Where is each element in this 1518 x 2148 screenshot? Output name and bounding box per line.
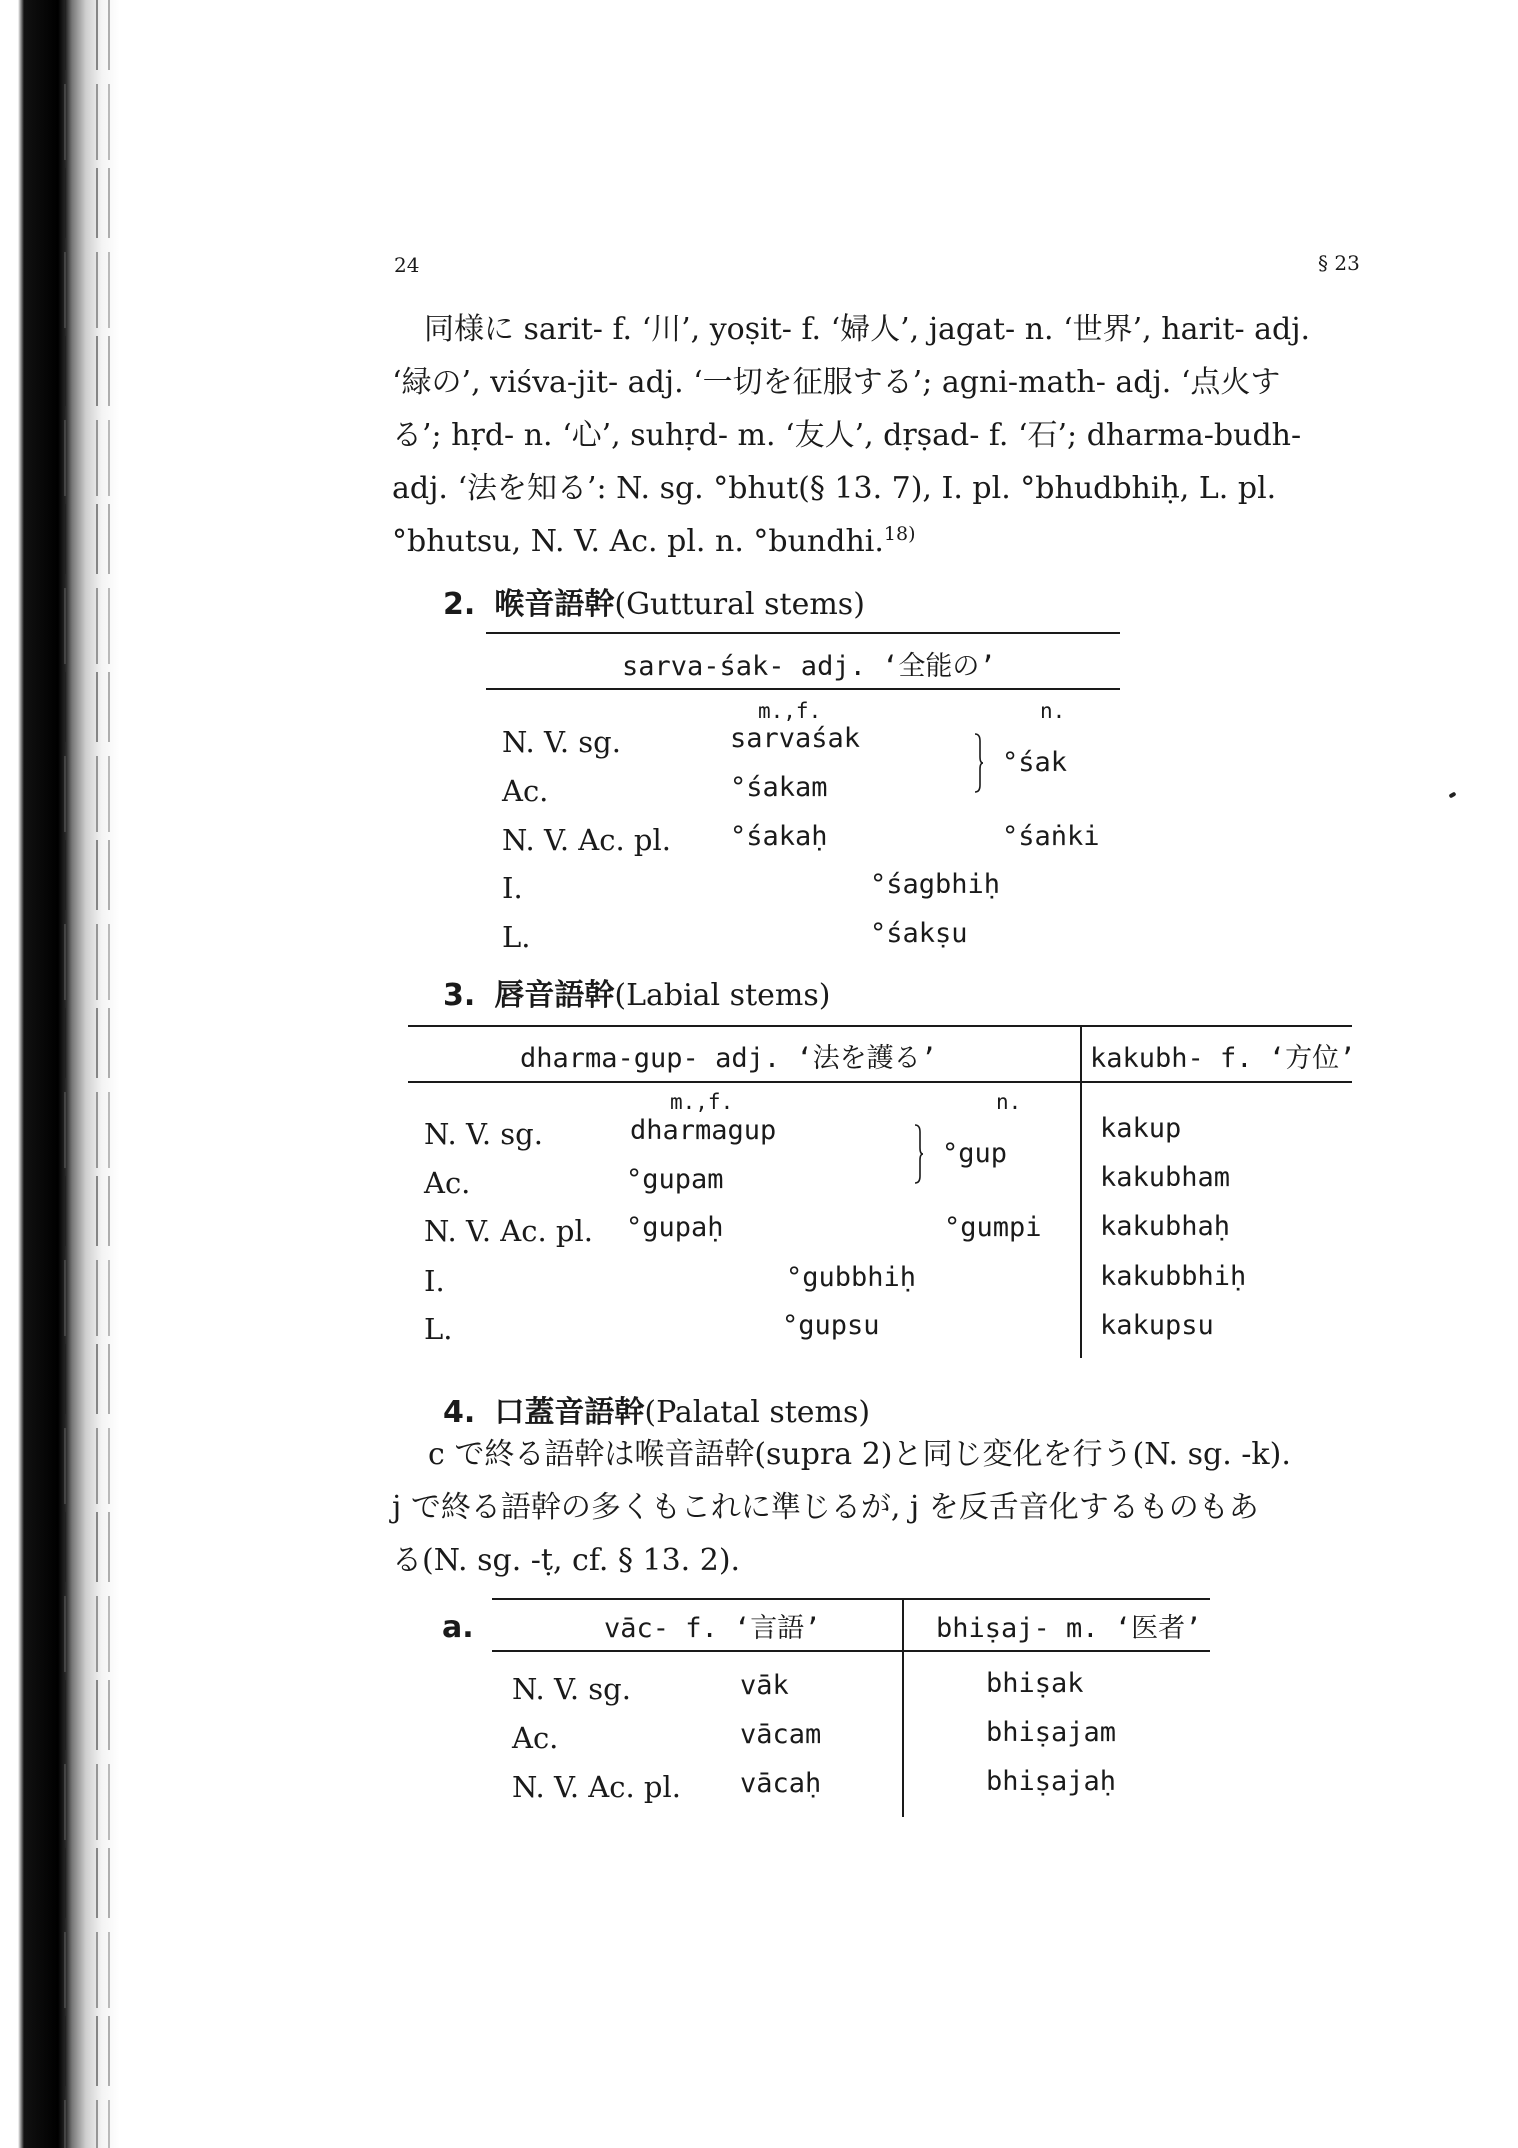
page-number: 24 xyxy=(394,253,420,277)
form-cell: °śakṣu xyxy=(870,918,968,949)
row-label: N. V. Ac. pl. xyxy=(512,1770,681,1804)
form-cell: bhiṣajam xyxy=(986,1717,1117,1748)
table-header: dharma-gup- adj. ‘法を護る’ xyxy=(520,1043,937,1074)
section-heading xyxy=(443,579,865,623)
row-label: L. xyxy=(502,920,531,954)
table-rule xyxy=(492,1598,1210,1600)
column-header-n: n. xyxy=(996,1090,1022,1114)
section-number: 2. xyxy=(443,587,476,622)
brace-icon xyxy=(914,1124,923,1180)
table-header: bhiṣaj- m. ‘医者’ xyxy=(936,1613,1202,1644)
text-line: ‘緑の’, viśva-jit- adj. ‘一切を征服する’; agni-math- adj. ‘点火す xyxy=(392,365,1281,400)
section-title-en: (Palatal stems) xyxy=(644,1395,871,1430)
form-cell: °gumpi xyxy=(944,1212,1042,1243)
table-rule xyxy=(492,1650,1210,1652)
form-cell: °śagbhiḥ xyxy=(870,869,1001,900)
form-cell: vācaḥ xyxy=(740,1768,822,1799)
section-number: 4. xyxy=(443,1395,476,1430)
row-label: L. xyxy=(424,1312,453,1346)
table-header: vāc- f. ‘言語’ xyxy=(604,1613,821,1644)
binding-streak xyxy=(108,0,110,2148)
footnote-ref: 18) xyxy=(883,523,916,545)
brace-icon xyxy=(974,733,983,789)
text-line: る(N. sg. -ṭ, cf. § 13. 2). xyxy=(392,1543,741,1578)
row-label: N. V. Ac. pl. xyxy=(424,1214,593,1248)
form-cell: °śakam xyxy=(730,772,828,803)
form-cell: kakupsu xyxy=(1100,1310,1214,1341)
form-cell: vāk xyxy=(740,1670,789,1701)
form-cell: kakubbhiḥ xyxy=(1100,1261,1247,1292)
section-number: 3. xyxy=(443,978,476,1013)
binding-shadow xyxy=(0,0,120,2148)
text-line-body: °bhutsu, N. V. Ac. pl. n. °bundhi. xyxy=(392,524,884,559)
section-title-ja: 口蓋音語幹 xyxy=(494,1395,645,1430)
text-line: る’; hṛd- n. ‘心’, suhṛd- m. ‘友人’, dṛṣad- f. ‘石’; dharma-budh- xyxy=(392,418,1302,453)
table-header: kakubh- f. ‘方位’ xyxy=(1090,1043,1356,1074)
column-divider xyxy=(902,1599,904,1817)
row-label: Ac. xyxy=(512,1721,559,1755)
table-rule xyxy=(486,632,1120,634)
table-rule xyxy=(408,1081,1352,1083)
text-line xyxy=(392,523,916,559)
form-cell: sarvaśak xyxy=(730,723,861,754)
form-cell: °śaṅki xyxy=(1002,821,1100,852)
form-cell: °gupam xyxy=(626,1164,724,1195)
form-cell: °śakaḥ xyxy=(730,821,828,852)
row-label: I. xyxy=(424,1264,445,1298)
text-line: c で終る語幹は喉音語幹(supra 2)と同じ変化を行う(N. sg. -k). xyxy=(428,1437,1291,1472)
form-cell: °gupaḥ xyxy=(626,1212,724,1243)
form-cell: °gubbhiḥ xyxy=(786,1262,917,1293)
section-title-ja: 喉音語幹 xyxy=(494,587,615,622)
form-cell: vācam xyxy=(740,1719,822,1750)
text-line: 同様に sarit- f. ‘川’, yoṣit- f. ‘婦人’, jagat- n. ‘世界’, harit- adj. xyxy=(424,312,1311,347)
form-cell: kakubham xyxy=(1100,1162,1231,1193)
row-label: N. V. sg. xyxy=(502,725,621,759)
subsection-letter xyxy=(442,1610,474,1645)
section-mark: § 23 xyxy=(1318,251,1360,275)
column-header-mf: m.,f. xyxy=(670,1090,734,1114)
section-heading xyxy=(443,1387,870,1431)
text-line: j で終る語幹の多くもこれに準じるが, j を反舌音化するものもあ xyxy=(392,1490,1259,1525)
table-rule xyxy=(408,1025,1352,1027)
row-label: Ac. xyxy=(424,1166,471,1200)
form-cell: °gupsu xyxy=(782,1310,880,1341)
row-label: I. xyxy=(502,871,523,905)
section-title-en: (Labial stems) xyxy=(614,978,831,1013)
table-header: sarva-śak- adj. ‘全能の’ xyxy=(622,651,996,682)
row-label: Ac. xyxy=(502,774,549,808)
scan-speck xyxy=(1448,792,1456,799)
table-rule xyxy=(486,688,1120,690)
row-label: N. V. sg. xyxy=(512,1672,631,1706)
section-heading xyxy=(443,970,830,1014)
form-cell: kakup xyxy=(1100,1113,1182,1144)
form-cell: bhiṣajaḥ xyxy=(986,1766,1117,1797)
binding-streak xyxy=(96,0,98,2148)
column-divider xyxy=(1080,1026,1082,1358)
form-cell: °śak xyxy=(1002,747,1068,778)
binding-streak xyxy=(64,0,66,2148)
subsection-letter-text: a. xyxy=(442,1610,474,1645)
form-cell: bhiṣak xyxy=(986,1668,1084,1699)
column-header-n: n. xyxy=(1040,699,1066,723)
form-cell: kakubhaḥ xyxy=(1100,1211,1231,1242)
form-cell: °gup xyxy=(942,1138,1008,1169)
row-label: N. V. Ac. pl. xyxy=(502,823,671,857)
row-label: N. V. sg. xyxy=(424,1117,543,1151)
text-line: adj. ‘法を知る’: N. sg. °bhut(§ 13. 7), I. pl. °bhudbhiḥ, L. pl. xyxy=(392,471,1277,506)
section-title-en: (Guttural stems) xyxy=(614,587,865,622)
form-cell: dharmagup xyxy=(630,1115,777,1146)
column-header-mf: m.,f. xyxy=(758,699,822,723)
section-title-ja: 唇音語幹 xyxy=(494,978,615,1013)
